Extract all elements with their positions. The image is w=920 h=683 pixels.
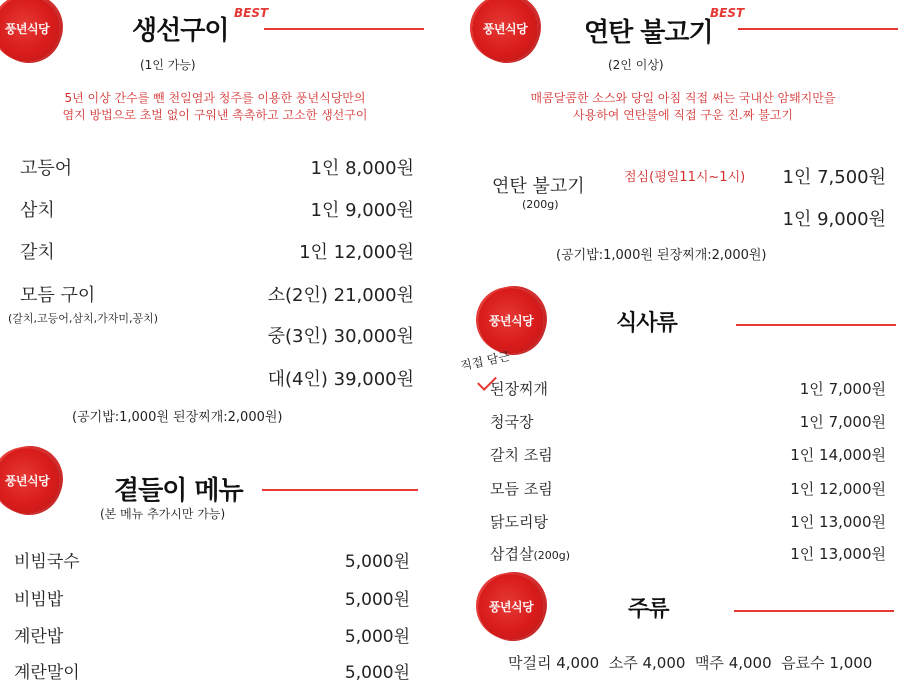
description-line: 사용하여 연탄불에 직접 구운 진.짜 불고기 [573, 108, 793, 122]
menu-item-name [490, 543, 570, 564]
menu-item-name: 고등어 [20, 158, 73, 179]
lunch-special-label: 점심(평일11시~1시) [624, 170, 746, 185]
section-description [0, 90, 430, 124]
drinks-list: 막걸리 4,000 소주 4,000 맥주 4,000 음료수 1,000 [508, 654, 873, 672]
menu-item-name: 모듬 조림 [490, 480, 553, 498]
menu-item-price: 1인 14,000원 [790, 446, 886, 464]
section-subtitle: (1인 가능) [140, 58, 196, 72]
menu-item-name: 갈치 [20, 242, 55, 263]
menu-item-name: 삼치 [20, 200, 55, 221]
description-line: 5년 이상 간수를 뺀 천일염과 청주를 이용한 풍년식당만의 [64, 91, 366, 105]
menu-item-price: 대(4인) 39,000원 [267, 369, 414, 390]
menu-item-price: 1인 7,500원 [782, 167, 886, 188]
section-title-bulgogi: 연탄 불고기 [584, 18, 713, 48]
menu-item-price: 1인 8,000원 [310, 158, 414, 179]
menu-item-price: 1인 7,000원 [799, 380, 886, 398]
restaurant-stamp-logo: 풍년식당 [0, 448, 60, 514]
divider [264, 28, 424, 30]
section-title-side-menu: 곁들이 메뉴 [114, 476, 243, 506]
section-title-meals: 식사류 [616, 310, 677, 336]
menu-item-price: 1인 12,000원 [790, 480, 886, 498]
menu-item-name: 비빔국수 [14, 552, 80, 572]
handmade-tag [459, 347, 512, 374]
menu-item-name: 계란말이 [14, 663, 80, 683]
handmade-tag-label: 직접 담근 [459, 348, 512, 374]
menu-item-price: 5,000원 [344, 663, 410, 683]
menu-item-name: 닭도리탕 [490, 513, 548, 531]
restaurant-stamp-logo: 풍년식당 [478, 574, 544, 640]
restaurant-stamp-logo: 풍년식당 [478, 288, 544, 354]
menu-item-price: 1인 9,000원 [310, 200, 414, 221]
menu-item-price: 1인 13,000원 [790, 545, 886, 563]
restaurant-stamp-logo: 풍년식당 [0, 0, 60, 62]
menu-item-price: 1인 9,000원 [782, 209, 886, 230]
menu-item-name: 모듬 구이 [20, 285, 96, 306]
menu-item-name: 비빔밥 [14, 590, 64, 610]
menu-item-price: 1인 7,000원 [799, 413, 886, 431]
menu-item-name: 연탄 불고기 [492, 176, 585, 197]
description-line: 매콤달콤한 소스와 당일 아침 직접 써는 국내산 암퇘지만을 [530, 91, 836, 105]
divider [736, 324, 896, 326]
menu-item-name-text: 삼겹살 [490, 545, 534, 563]
mixed-fish-note: (갈치,고등어,삼치,가자미,꽁치) [8, 312, 159, 325]
menu-item-price: 5,000원 [344, 590, 410, 610]
divider [734, 610, 894, 612]
description-line: 염지 방법으로 초벌 없이 구워낸 촉촉하고 고소한 생선구이 [62, 108, 368, 122]
extras-note: (공기밥:1,000원 된장찌개:2,000원) [72, 410, 283, 425]
divider [262, 489, 418, 491]
menu-item-price: 5,000원 [344, 552, 410, 572]
section-subtitle: (2인 이상) [608, 58, 664, 72]
section-title-grilled-fish: 생선구이 [132, 16, 229, 46]
menu-item-name: 청국장 [490, 413, 534, 431]
menu-item-name: 계란밥 [14, 627, 64, 647]
menu-item-price: 중(3인) 30,000원 [267, 326, 414, 347]
menu-item-name: 갈치 조림 [490, 446, 553, 464]
restaurant-stamp-logo: 풍년식당 [472, 0, 538, 62]
section-description [468, 90, 898, 124]
menu-item-price: 소(2인) 21,000원 [267, 285, 414, 306]
menu-item-price: 1인 12,000원 [299, 242, 414, 263]
best-badge: BEST [710, 6, 745, 20]
section-subtitle: (본 메뉴 추가시만 가능) [100, 507, 226, 521]
menu-item-price: 1인 13,000원 [790, 513, 886, 531]
menu-item-price: 5,000원 [344, 627, 410, 647]
menu-item-name: 된장찌개 [490, 380, 548, 398]
best-badge: BEST [234, 6, 269, 20]
menu-item-weight: (200g) [533, 549, 571, 562]
section-title-drinks: 주류 [628, 596, 669, 622]
extras-note: (공기밥:1,000원 된장찌개:2,000원) [556, 248, 767, 263]
divider [738, 28, 898, 30]
menu-item-weight: (200g) [522, 198, 559, 211]
